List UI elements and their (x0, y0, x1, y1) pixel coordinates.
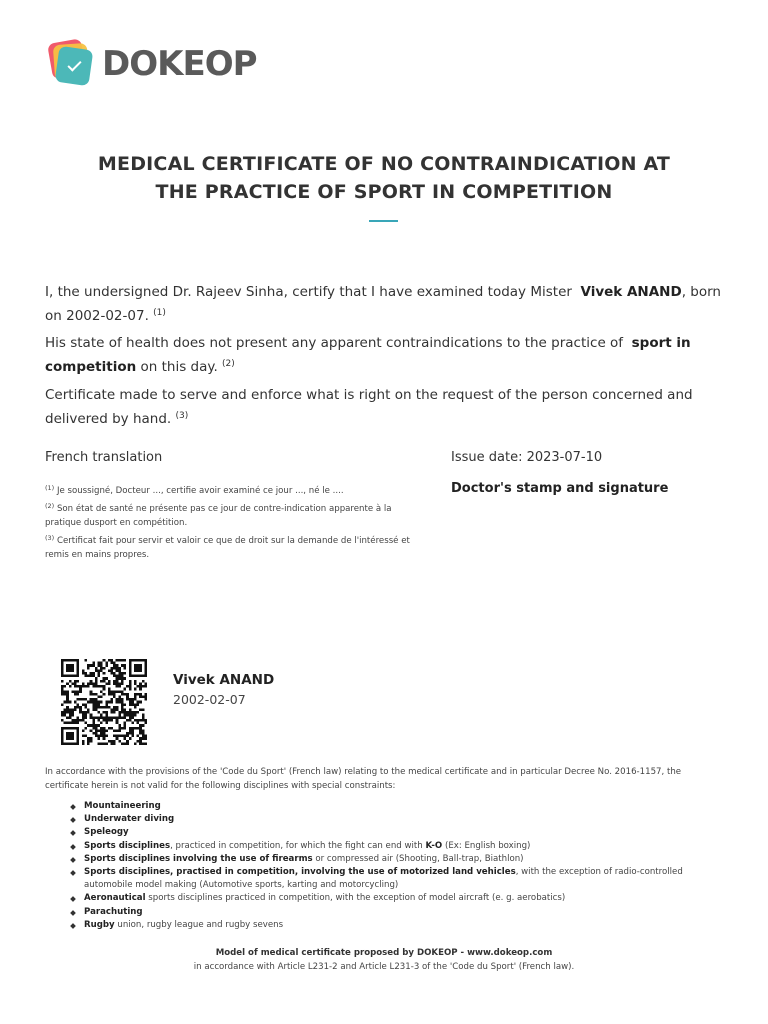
discipline-item: Speleogy (68, 826, 718, 839)
issue-date: Issue date: 2023-07-10 (451, 450, 603, 465)
title-line-1: MEDICAL CERTIFICATE OF NO CONTRAINDICATION AT (97, 153, 671, 175)
discipline-item: Aeronautical sports disciplines practiced in competition, with the exception of model aircraft (e. g. aerobatics) (68, 892, 718, 905)
footer (0, 947, 768, 974)
brand-name: DOKEOP (102, 44, 257, 84)
certificate-title (0, 150, 768, 206)
french-translation-heading: French translation (45, 450, 163, 465)
health-paragraph: His state of health does not present any apparent contraindications to the practice of sport in competition on this day. $^{(2)}$ (45, 335, 691, 375)
delivery-paragraph: Certificate made to serve and enforce what is right on the request of the person concerned and delivered by hand. $^{(3)}$ (45, 387, 693, 427)
holder-birth-date: 2002-02-07 (173, 692, 246, 707)
discipline-item: Sports disciplines involving the use of firearms or compressed air (Shooting, Ball-trap, Biathlon) (68, 853, 718, 866)
sport-competition: sport in competition (45, 335, 691, 375)
excluded-disciplines-list (68, 800, 718, 932)
dokeop-logo-icon (48, 39, 94, 89)
footnote-2-ref: (2) (222, 359, 235, 369)
title-line-2: THE PRACTICE OF SPORT IN COMPETITION (155, 181, 613, 203)
holder-name: Vivek ANAND (173, 672, 275, 688)
qr-code (59, 659, 149, 745)
title-divider (369, 220, 398, 222)
french-translation (45, 481, 415, 563)
examination-paragraph: I, the undersigned Dr. Rajeev Sinha, certify that I have examined today Mister Vivek ANAND, born on 2002-02-07. $^{(1)}$ (45, 284, 721, 324)
legal-notice: In accordance with the provisions of the 'Code du Sport' (French law) relating to the medical certificate and in particular Decree No. 2016-1157, the certificate herein is not valid for the following disciplines with special constraints: (45, 767, 682, 791)
footer-model-line: Model of medical certificate proposed by DOKEOP - www.dokeop.com (215, 948, 553, 958)
dokeop-logo (48, 38, 257, 90)
discipline-item: Sports disciplines, practiced in competition, for which the fight can end with K-O (Ex: English boxing) (68, 840, 718, 853)
discipline-item: Underwater diving (68, 813, 718, 826)
discipline-item: Mountaineering (68, 800, 718, 813)
discipline-item: Parachuting (68, 906, 718, 919)
french-note-1: $^{(1)}$ Je soussigné, Docteur ..., certifie avoir examiné ce jour ..., né le .... (45, 484, 344, 496)
discipline-item: Rugby union, rugby league and rugby sevens (68, 919, 718, 932)
discipline-item: Sports disciplines, practised in competition, involving the use of motorized land vehicles, with the exception of radio-controlled automobile model making (Automotive sports, karting and motorcycling) (68, 866, 718, 892)
footnote-1-ref: (1) (153, 308, 166, 318)
patient-name: Vivek ANAND (580, 284, 682, 300)
footer-article-line: in accordance with Article L231-2 and Article L231-3 of the 'Code du Sport' (French law). (193, 961, 575, 972)
footnote-3-ref: (3) (175, 411, 189, 421)
french-note-3: $^{(3)}$ Certificat fait pour servir et valoir ce que de droit sur la demande de l'intéressé et remis en mains propres. (45, 533, 410, 560)
stamp-signature-label: Doctor's stamp and signature (451, 481, 669, 496)
french-note-2: $^{(2)}$ Son état de santé ne présente pas ce jour de contre-indication apparente à la pratique dusport en compétition. (45, 501, 392, 528)
